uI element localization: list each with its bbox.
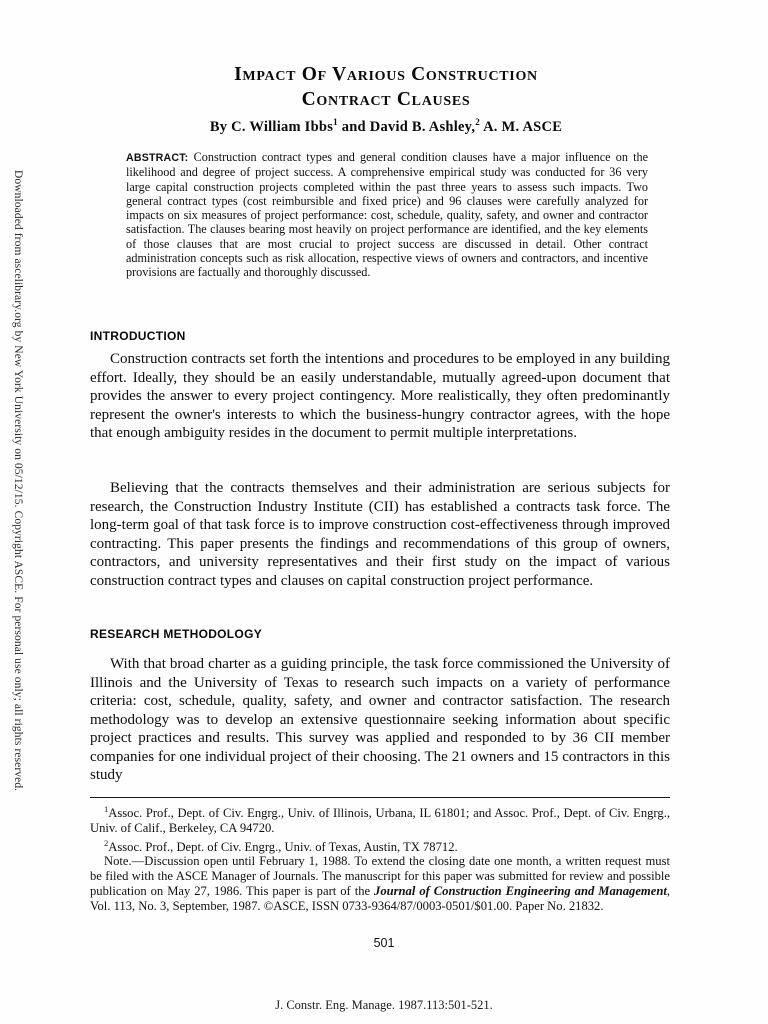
introduction-paragraph-2: Believing that the contracts themselves and their administration are serious subjects for research, the Construction Industry Institute (CII) has established a contracts task force. The long-term goal of that task force is to improve construction cost-effectiveness through improved contracting. This paper presents the findings and recommendations of this group of owners, contractors, and university representatives and their first study on the impact of various construction contract types and clauses on capital construction project performance. bbox=[90, 480, 670, 589]
footnote-1-text: Assoc. Prof., Dept. of Civ. Engrg., Univ. of Illinois, Urbana, IL 61801; and Assoc. Prof., Dept. of Civ. Engrg., Univ. of Calif., Berkeley, CA 94720. bbox=[90, 806, 670, 835]
footnote-2 bbox=[90, 836, 670, 855]
abstract-label: ABSTRACT: bbox=[126, 152, 189, 164]
journal-citation-footer: J. Constr. Eng. Manage. 1987.113:501-521. bbox=[275, 998, 493, 1012]
page-title bbox=[96, 62, 676, 112]
footnote-2-text: Assoc. Prof., Dept. of Civ. Engrg., Univ. of Texas, Austin, TX 78712. bbox=[108, 839, 458, 854]
footnote-note-tail: , Vol. 113, No. 3, September, 1987. ©ASCE, ISSN 0733-9364/87/0003-0501/$01.00. Paper No. 21832. bbox=[90, 883, 670, 913]
byline-middle: and David B. Ashley, bbox=[337, 118, 476, 135]
footnote-1-marker: 1 bbox=[104, 804, 109, 814]
byline-prefix: By C. William Ibbs bbox=[209, 118, 334, 135]
footnote-note bbox=[90, 854, 670, 913]
abstract-text: Construction contract types and general condition clauses have a major influence on the likelihood and degree of project success. A comprehensive empirical study was conducted for 36 very large capital construction projects completed within the past three years to assess such impacts. Two general contract types (cost reimbursible and fixed price) and 96 clauses were carefully analyzed for impacts on six measures of project performance: cost, schedule, quality, safety, and owner and contractor satisfaction. The clauses bearing most heavily on project performance are identified, and the key elements of those clauses that are most crucial to project success are discussed in detail. Other contract administration concepts such as risk allocation, respective views of owners and contractors, and incentive provisions are factually and thoroughly discussed. bbox=[126, 150, 649, 280]
title-line-2: Contract Clauses bbox=[301, 89, 471, 110]
byline-footnote-marker-1: 1 bbox=[333, 117, 338, 127]
research-methodology-paragraph-1-container bbox=[90, 655, 670, 785]
section-heading-research-methodology: RESEARCH METHODOLOGY bbox=[90, 627, 263, 641]
section-heading-introduction: INTRODUCTION bbox=[90, 329, 186, 343]
byline-suffix: A. M. ASCE bbox=[480, 118, 563, 135]
page-number: 501 bbox=[373, 936, 395, 950]
footnote-note-lead: Note.—Discussion open until February 1, 1988. To extend the closing date one month, a written request must be filed with the ASCE Manager of Journals. The manuscript for this paper was submitted for review and possible publication on May 27, 1986. This paper is part of the bbox=[90, 854, 670, 898]
introduction-paragraph-1-container bbox=[90, 350, 670, 443]
title-line-1: Impact Of Various Construction bbox=[234, 64, 538, 85]
abstract-block bbox=[126, 150, 648, 280]
footnote-2-marker: 2 bbox=[104, 837, 109, 848]
author-byline bbox=[96, 117, 676, 136]
footnote-1 bbox=[90, 802, 670, 836]
introduction-paragraph-1: Construction contracts set forth the intentions and procedures to be employed in any building effort. Ideally, they should be an easily understandable, mutually agreed-upon document that provides the answer to every project contingency. More realistically, they often predominantly represent the owner's interests to which the business-hungry contractor agrees, with the hope that enough ambiguity resides in the document to permit multiple interpretations. bbox=[90, 351, 670, 442]
introduction-paragraph-2-container bbox=[90, 479, 670, 590]
footnote-divider bbox=[90, 797, 670, 798]
byline-footnote-marker-2: 2 bbox=[475, 117, 481, 127]
footnote-journal-title: Journal of Construction Engineering and Management bbox=[374, 883, 667, 898]
library-watermark: Downloaded from ascelibrary.org by New York University on 05/12/15. Copyright ASCE. For personal use only; all rights reserved. bbox=[12, 170, 24, 792]
footnotes-block bbox=[90, 802, 670, 913]
research-methodology-paragraph-1: With that broad charter as a guiding principle, the task force commissioned the University of Illinois and the University of Texas to research such impacts on a variety of performance criteria: cost, schedule, quality, safety, and owner and contractor satisfaction. The research methodology was to develop an extensive questionnaire seeking information about specific project practices and results. This survey was applied and responded to by 36 CII member companies for one individual project of their choosing. The 21 owners and 15 contractors in this study bbox=[90, 656, 670, 784]
